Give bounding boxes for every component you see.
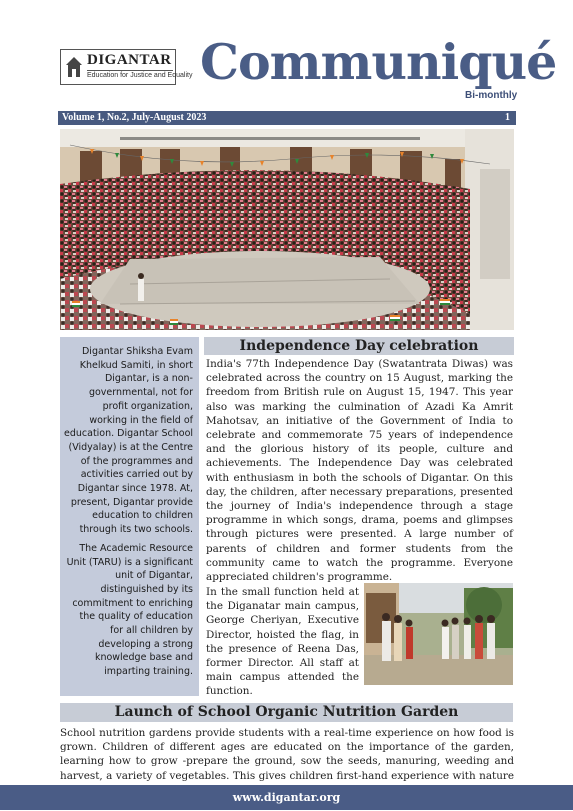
house-icon [65, 53, 83, 80]
logo-tagline: Education for Justice and Equality [87, 72, 193, 79]
page-number: 1 [505, 112, 510, 123]
independence-day-heading: Independence Day celebration [204, 337, 514, 355]
nutrition-garden-heading: Launch of School Organic Nutrition Garden [60, 703, 513, 722]
newsletter-frequency: Bi-monthly [465, 90, 518, 101]
flag-hoisting-photo [364, 583, 513, 685]
independence-day-photo [60, 129, 514, 330]
sidebar-para-2: The Academic Resource Unit (TARU) is a significant unit of Digantar, distinguished by its commitment to enriching the quality of education for all children by developing a strong knowledge base and imparting training. [66, 542, 193, 678]
sidebar-para-1: Digantar Shiksha Evam Khelkud Samiti, in short Digantar, is a non-governmental, not for profit organization, working in the field of education. Digantar School (Vidyalay) is at the Centre of the programmes and activities carried out by Digantar since 1978. At, present, Digantar provide education to children through its two schools. [64, 346, 194, 536]
logo-name: DIGANTAR [87, 52, 172, 68]
newsletter-title: Communiqué [200, 33, 557, 91]
nutrition-garden-text: School nutrition gardens provide students with a real-time experience on how food is grown. Children of different ages are educated on the importance of the garden, learning how to grow -prepare the ground, sow the seeds, manuring, weeding and harvest, a variety of vegetables. This gives children first-hand experience with nature [60, 727, 514, 782]
flag-hoisting-text: In the small function held at the Diganatar main campus, George Cheriyan, Executive Director, hoisted the flag, in the presence of Reena Das, former Director. All staff at main campus attended the function. [206, 586, 359, 698]
volume-bar [58, 111, 516, 125]
about-digantar-sidebar [60, 337, 199, 696]
issue-info: Volume 1, No.2, July-August 2023 [62, 112, 207, 123]
independence-day-text: India's 77th Independence Day (Swatantrata Diwas) was celebrated across the country on 15 August, marking the freedom from British rule on August 15, 1947. This year also was marking the culmination of Azadi Ka Amrit Mahotsav, an initiative of the Government of India to celebrate and commemorate 75 years of independence and the glorious history of its people, culture and achievements. The Independence Day was celebrated with enthusiasm in both the schools of Digantar. On this day, the children, after necessary preparations, presented the journey of India's independence through a stage programme in which songs, drama, poems and glimpses through pictures were presented. A large number of parents of children and former students from the community came to watch the programme. Everyone appreciated children's programme. [206, 358, 513, 584]
digantar-logo [60, 49, 193, 85]
footer-website-link[interactable]: www.digantar.org [0, 785, 573, 810]
